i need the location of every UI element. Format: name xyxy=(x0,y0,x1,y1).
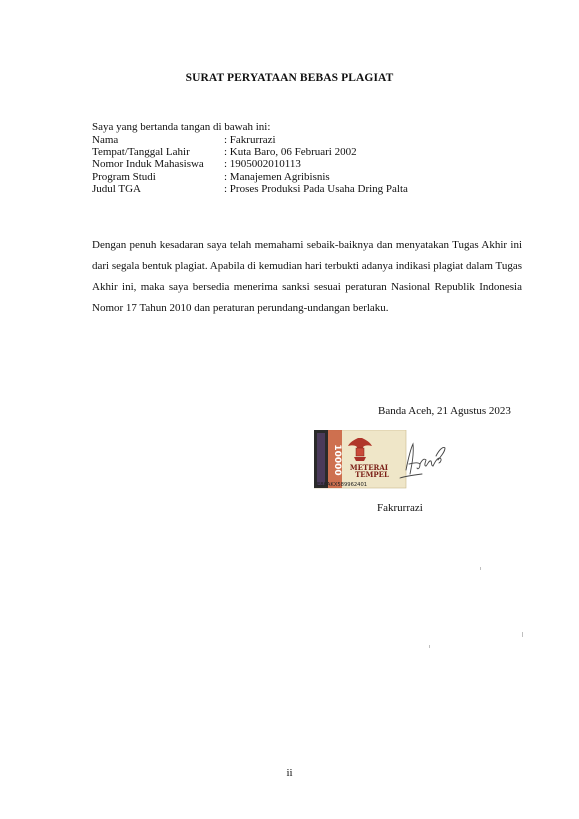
identity-row-thesis xyxy=(92,183,408,195)
stamp-and-signature xyxy=(314,430,454,492)
identity-row-program xyxy=(92,171,408,183)
identity-row-birth xyxy=(92,146,408,158)
field-label: Nomor Induk Mahasiswa xyxy=(92,158,204,171)
statement-paragraph: Dengan penuh kesadaran saya telah memahami sebaik-baiknya dan menyatakan Tugas Akhir ini dari segala bentuk plagiat. Apabila di kemudian hari terbukti adanya indikasi plagiat dalam Tugas Akhir ini, maka saya bersedia menerima sanksi sesuai peraturan Nasional Republik Indonesia Nomor 17 Tahun 2010 dan peraturan perundang-undangan berlaku. xyxy=(92,239,522,314)
stamp-denomination: 10000 xyxy=(332,444,342,476)
field-label: Judul TGA xyxy=(92,182,141,195)
field-value: : Fakrurrazi xyxy=(224,134,276,146)
field-value: : Proses Produksi Pada Usaha Dring Palta xyxy=(224,182,408,195)
scan-speck xyxy=(429,645,430,648)
page-number: ii xyxy=(286,767,293,779)
stamp-serial: E86AKX589962401 xyxy=(317,482,368,488)
field-label: Nama xyxy=(92,134,119,146)
field-label: Tempat/Tanggal Lahir xyxy=(92,146,190,159)
field-value: : Manajemen Agribisnis xyxy=(224,170,330,183)
field-label: Program Studi xyxy=(92,170,156,183)
signature-icon xyxy=(400,444,445,478)
scan-speck xyxy=(522,632,523,637)
field-value: : 1905002010113 xyxy=(224,158,301,171)
stamp-label-1: METERAI xyxy=(349,463,389,472)
identity-row-nim xyxy=(92,158,408,170)
identity-row-name xyxy=(92,134,408,146)
document-title: SURAT PERYATAAN BEBAS PLAGIAT xyxy=(185,72,394,84)
place-date: Banda Aceh, 21 Agustus 2023 xyxy=(378,405,511,417)
intro-text: Saya yang bertanda tangan di bawah ini: xyxy=(92,121,271,133)
field-value: : Kuta Baro, 06 Februari 2002 xyxy=(224,146,357,159)
signer-name: Fakrurrazi xyxy=(377,502,423,514)
identity-table xyxy=(92,134,408,195)
meterai-stamp-icon xyxy=(314,430,454,492)
scan-speck xyxy=(480,567,481,570)
stamp-label-2: TEMPEL xyxy=(355,470,389,479)
